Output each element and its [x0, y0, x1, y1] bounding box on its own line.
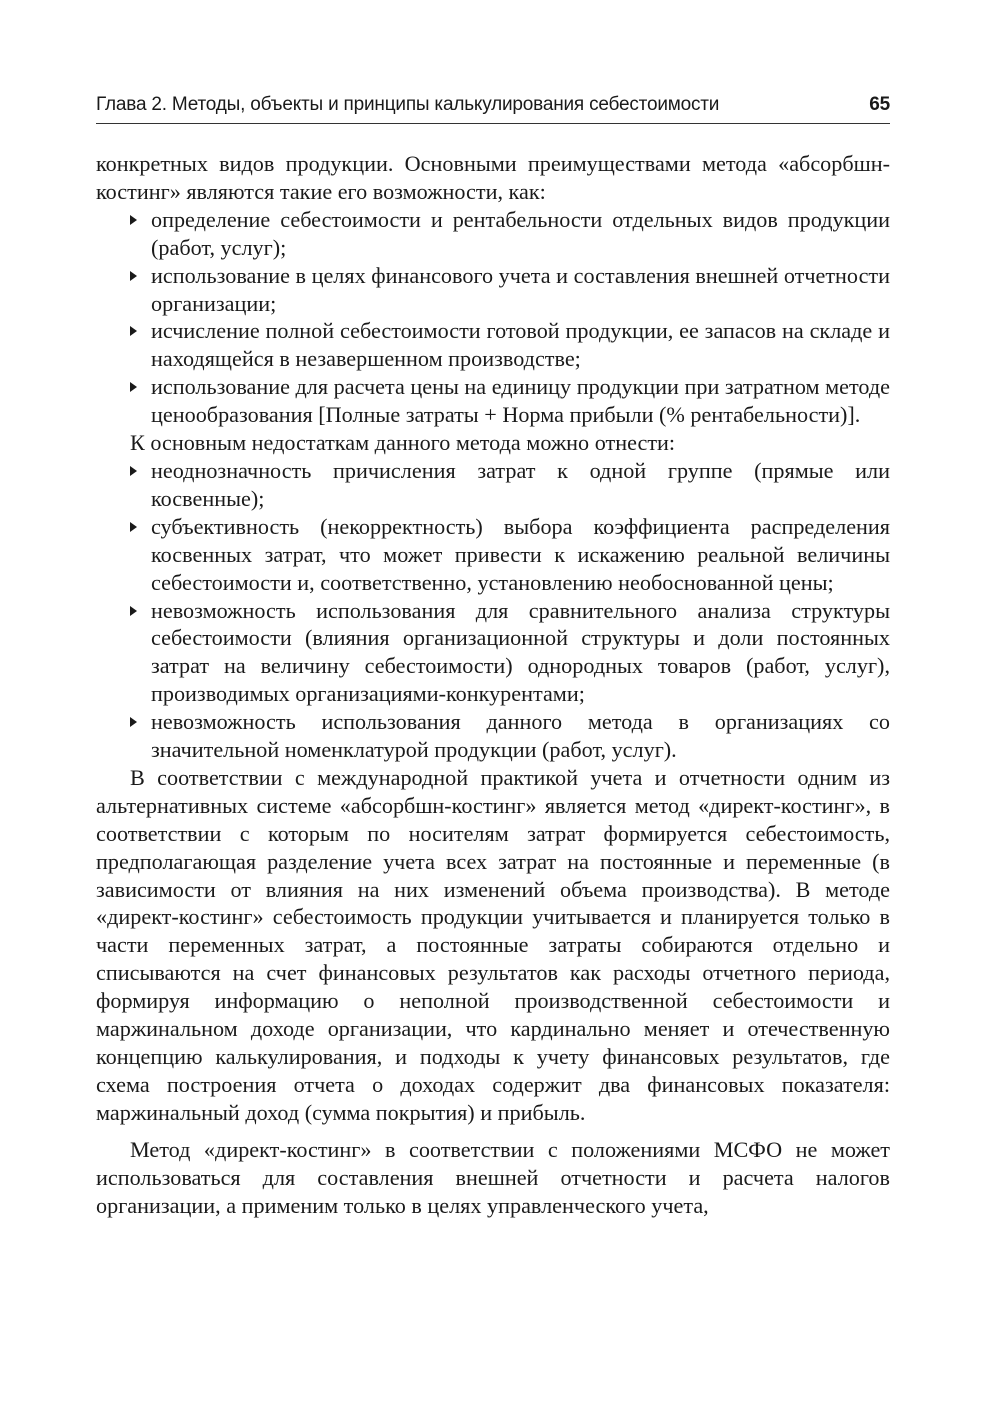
- intro-paragraph: конкретных видов продукции. Основными преимуществами метода «абсорбшн-костинг» являются такие его возможности, как:: [96, 151, 890, 204]
- body-text: [96, 150, 890, 1219]
- ifrs-paragraph: Метод «директ-костинг» в соответствии с положениями МСФО не может использоваться для составления внешней отчетности и расчета налогов организации, а применим только в целях управленческого учета,: [96, 1136, 890, 1218]
- advantages-list: [96, 206, 890, 429]
- list-item: [151, 513, 890, 597]
- list-item: [151, 206, 890, 262]
- list-item: [151, 457, 890, 513]
- list-item-text: субъективность (некорректность) выбора коэффициента распределения косвенных затрат, что может привести к искажению реальной величины себестоимости и, соответственно, установлению необоснованной цены;: [151, 513, 890, 595]
- list-item-text: невозможность использования данного метода в организациях со значительной номенклатурой продукции (работ, услуг).: [151, 709, 890, 763]
- list-item-text: определение себестоимости и рентабельности отдельных видов продукции (работ, услуг);: [151, 206, 890, 260]
- list-item-text: невозможность использования для сравнительного анализа структуры себестоимости (влияния организационной структуры и доли постоянных затрат на величину себестоимости) однородных товаров (работ, услуг), производимых организациями-конкурентами;: [151, 597, 890, 707]
- running-header: [96, 94, 890, 124]
- page-number: 65: [869, 94, 890, 115]
- triangle-bullet-icon: [130, 271, 137, 281]
- list-item-text: исчисление полной себестоимости готовой продукции, ее запасов на складе и находящейся в незавершенном производстве;: [151, 318, 890, 372]
- disadvantages-list: [96, 457, 890, 764]
- list-item-text: использование для расчета цены на единицу продукции при затратном методе ценообразования [Полные затраты + Норма прибыли (% рентабельности)].: [151, 374, 890, 428]
- list-item: [151, 317, 890, 373]
- list-item: [151, 262, 890, 318]
- direct-costing-paragraph: В соответствии с международной практикой учета и отчетности одним из альтернативных системе «абсорбшн-костинг» является метод «директ-костинг», в соответствии с которым по носителям затрат формируется себестоимость, предполагающая разделение учета всех затрат на постоянные и переменные (в зависимости от влияния на них изменений объема производства). В методе «директ-костинг» себестоимость продукции учитывается и планируется только в части переменных затрат, а постоянные затраты собираются отдельно и списываются на счет финансовых результатов как расходы отчетного периода, формируя информацию о неполной производственной себестоимости и маржинальном доходе организации, что кардинально меняет и отечественную концепцию калькулирования, и подходы к учету финансовых результатов, где схема построения отчета о доходах содержит два финансовых показателя: маржинальный доход (сумма покрытия) и прибыль.: [96, 764, 890, 1125]
- triangle-bullet-icon: [130, 382, 137, 392]
- list-item-text: использование в целях финансового учета и составления внешней отчетности организации;: [151, 262, 890, 316]
- list-item: [151, 708, 890, 764]
- chapter-title: Глава 2. Методы, объекты и принципы калькулирования себестоимости: [96, 94, 720, 115]
- triangle-bullet-icon: [130, 717, 137, 727]
- list-item-text: неоднозначность причисления затрат к одной группе (прямые или косвенные);: [151, 457, 890, 511]
- list-item: [151, 597, 890, 709]
- triangle-bullet-icon: [130, 522, 137, 532]
- triangle-bullet-icon: [130, 466, 137, 476]
- triangle-bullet-icon: [130, 606, 137, 616]
- book-page: [96, 94, 890, 1219]
- triangle-bullet-icon: [130, 326, 137, 336]
- triangle-bullet-icon: [130, 215, 137, 225]
- list-item: [151, 373, 890, 429]
- disadvantages-intro: К основным недостаткам данного метода можно отнести:: [130, 430, 676, 456]
